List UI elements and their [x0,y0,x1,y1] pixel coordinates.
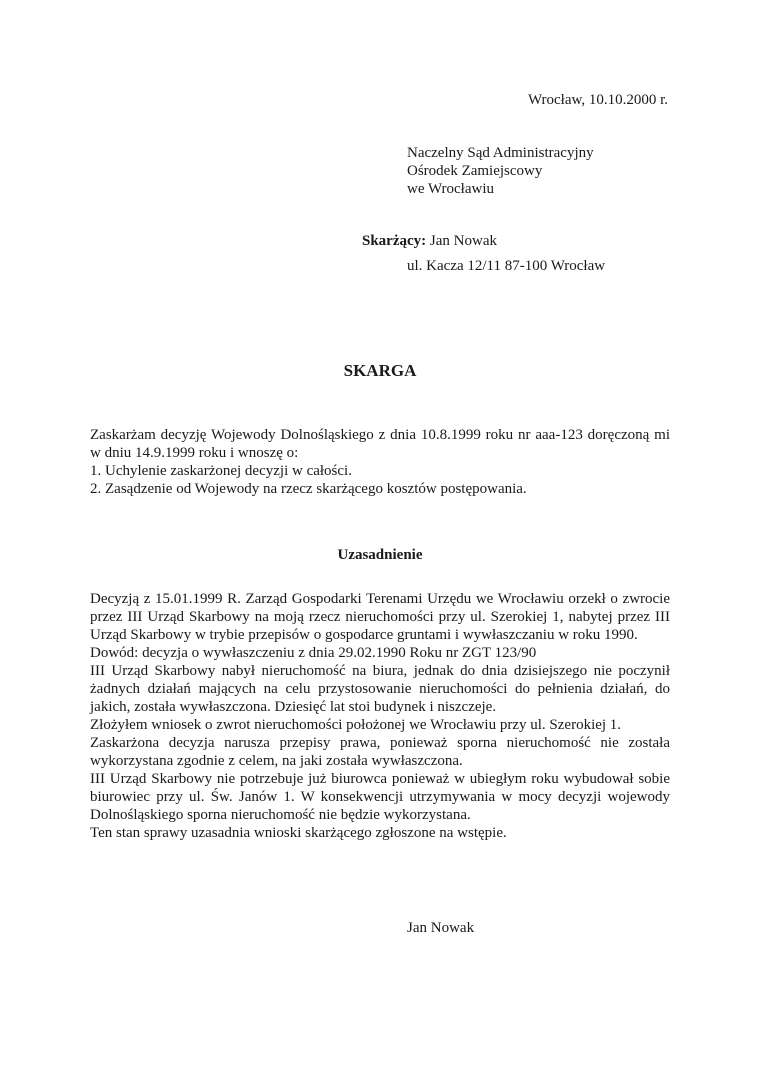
claim-intro: Zaskarżam decyzję Wojewody Dolnośląskiego z dnia 10.8.1999 roku nr aaa-123 doręczoną mi w dniu 14.9.1999 roku i wnoszę o: [90,427,670,461]
justification-paragraph: Zaskarżona decyzja narusza przepisy prawa, ponieważ sporna nieruchomość nie została wykorzystana zgodnie z celem, na jaki została wywłaszczona. [90,735,670,769]
complainant [362,232,497,250]
recipient-line: Ośrodek Zamiejscowy [407,163,543,179]
justification-paragraph: III Urząd Skarbowy nie potrzebuje już biurowca ponieważ w ubiegłym roku wybudował sobie biurowiec przy ul. Św. Janów 1. W konsekwencji utrzymywania w mocy decyzji wojewody Dolnośląskiego sporna nieruchomość nie będzie wykorzystana. [90,771,670,823]
claim-request: 1. Uchylenie zaskarżonej decyzji w całości. [90,463,352,479]
justification-heading: Uzasadnienie [337,547,423,563]
recipient-line: we Wrocławiu [407,181,495,197]
place-date: Wrocław, 10.10.2000 r. [527,92,668,108]
justification-paragraph: III Urząd Skarbowy nabył nieruchomość na biura, jednak do dnia dzisiejszego nie poczynił żadnych działań mających na celu przystosowanie nieruchomości do pełnienia działań, do jakich, została wywłaszczona. Dziesięć lat stoi budynek i niszczeje. [90,663,670,715]
claim-request: 2. Zasądzenie od Wojewody na rzecz skarżącego kosztów postępowania. [90,481,527,497]
complainant-name: Jan Nowak [429,233,497,249]
recipient-line: Naczelny Sąd Administracyjny [407,145,594,161]
justification-paragraph: Złożyłem wniosek o zwrot nieruchomości położonej we Wrocławiu przy ul. Szerokiej 1. [90,717,622,733]
justification-section [90,590,670,842]
complainant-address: ul. Kacza 12/11 87-100 Wrocław [407,258,606,274]
document-title: SKARGA [343,361,417,380]
claim-section [90,426,670,498]
recipient-court [407,144,594,198]
complainant-label: Skarżący: [362,233,427,249]
signature: Jan Nowak [407,920,475,936]
justification-paragraph: Decyzją z 15.01.1999 R. Zarząd Gospodarki Terenami Urzędu we Wrocławiu orzekł o zwrocie przez III Urząd Skarbowy na moją rzecz nieruchomości przy ul. Szerokiej 1, nabytej przez III Urząd Skarbowy w trybie przepisów o gospodarce gruntami i wywłaszczaniu w roku 1990. [90,591,670,643]
justification-paragraph: Ten stan sprawy uzasadnia wnioski skarżącego zgłoszone na wstępie. [90,825,507,841]
justification-paragraph: Dowód: decyzja o wywłaszczeniu z dnia 29.02.1990 Roku nr ZGT 123/90 [90,645,537,661]
